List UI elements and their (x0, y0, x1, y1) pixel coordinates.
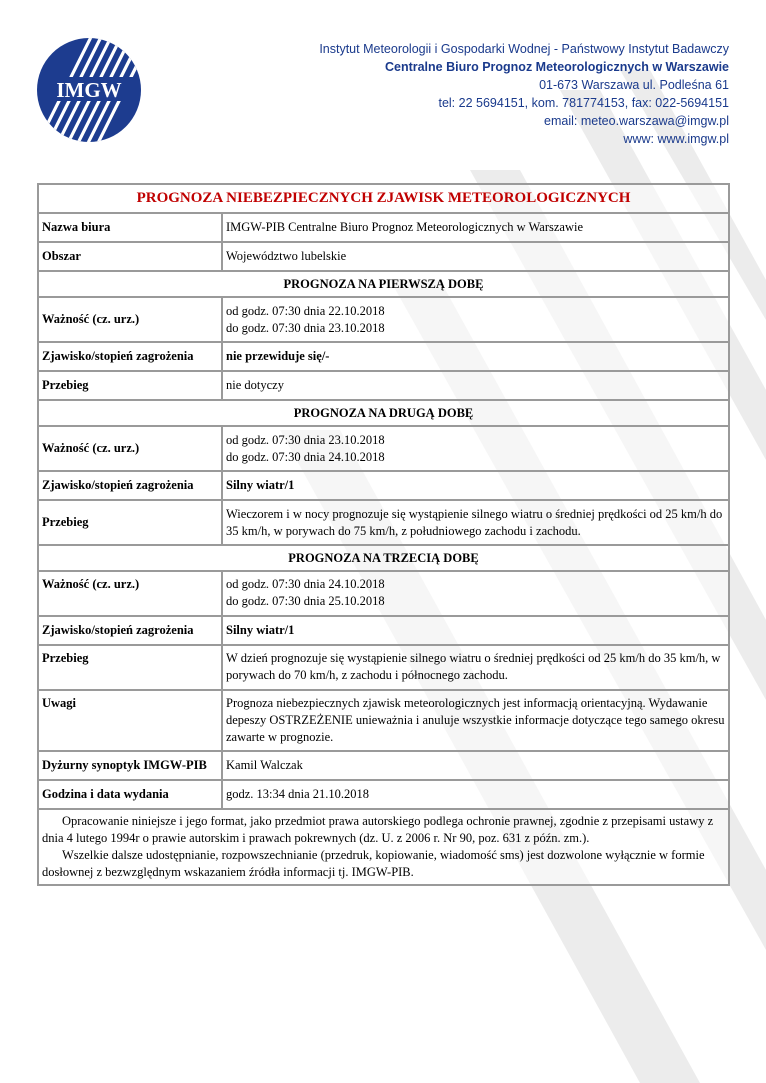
office-label: Nazwa biura (38, 213, 222, 242)
day3-phenomenon-value: Silny wiatr/1 (222, 616, 729, 645)
www-line: www: www.imgw.pl (623, 132, 729, 146)
notes-value: Prognoza niebezpiecznych zjawisk meteorologicznych jest informacją orientacyjną. Wydawanie depeszy OSTRZEŻENIE unieważnia i anuluje wszystkie informacje dotyczące tego samego okresu zawarte w prognozie. (222, 690, 729, 751)
day1-validity-from: od godz. 07:30 dnia 22.10.2018 (226, 303, 385, 318)
day3-validity-from: od godz. 07:30 dnia 24.10.2018 (226, 577, 385, 591)
address: 01-673 Warszawa ul. Podleśna 61 (539, 78, 729, 92)
forecaster-value: Kamil Walczak (222, 751, 729, 780)
day2-validity-label: Ważność (cz. urz.) (38, 426, 222, 471)
day1-course-value: nie dotyczy (222, 371, 729, 400)
redistribution-paragraph: Wszelkie dalsze udostępnianie, rozpowszechnianie (przedruk, kopiowanie, wiadomość sms) jest dozwolone wyłącznie w formie dosłownej z bezwzględnym wskazaniem źródła informacji tj. IMGW-PIB. (42, 848, 705, 879)
day2-validity-to: do godz. 07:30 dnia 24.10.2018 (226, 449, 385, 464)
document-title: PROGNOZA NIEBEZPIECZNYCH ZJAWISK METEOROLOGICZNYCH (38, 184, 729, 213)
day2-validity-value (222, 426, 729, 471)
day1-validity-label: Ważność (cz. urz.) (38, 297, 222, 342)
day2-course-value: Wieczorem i w nocy prognozuje się wystąpienie silnego wiatru o średniej prędkości od 25 km/h do 35 km/h, w porywach do 75 km/h, z południowego zachodu i zachodu. (222, 500, 729, 545)
day3-phenomenon-label: Zjawisko/stopień zagrożenia (38, 616, 222, 645)
letterhead (0, 0, 766, 170)
day2-heading: PROGNOZA NA DRUGĄ DOBĘ (38, 400, 729, 426)
day2-course-label: Przebieg (38, 500, 222, 545)
office-value: IMGW-PIB Centralne Biuro Prognoz Meteorologicznych w Warszawie (222, 213, 729, 242)
day2-validity-from: od godz. 07:30 dnia 23.10.2018 (226, 432, 385, 447)
day2-phenomenon-value: Silny wiatr/1 (222, 471, 729, 500)
copyright-paragraph: Opracowanie niniejsze i jego format, jako przedmiot prawa autorskiego podlega ochronie prawnej, zgodnie z przepisami ustawy z dnia 4 lutego 1994r o prawie autorskim i prawach pokrewnych (dz. U. z 2006 r. Nr 90, poz. 631 z późn. zm.). (42, 814, 714, 845)
day3-heading: PROGNOZA NA TRZECIĄ DOBĘ (38, 545, 729, 571)
phone-line: tel: 22 5694151, kom. 781774153, fax: 022-5694151 (438, 96, 729, 110)
day1-phenomenon-value: nie przewiduje się/- (222, 342, 729, 371)
issued-value: godz. 13:34 dnia 21.10.2018 (222, 780, 729, 809)
forecast-table (37, 183, 730, 886)
day1-course-label: Przebieg (38, 371, 222, 400)
day2-phenomenon-label: Zjawisko/stopień zagrożenia (38, 471, 222, 500)
notes-label: Uwagi (38, 690, 222, 751)
issued-label: Godzina i data wydania (38, 780, 222, 809)
day3-validity-value (222, 571, 729, 616)
day3-course-value: W dzień prognozuje się wystąpienie silnego wiatru o średniej prędkości od 25 km/h do 35 km/h, w porywach do 70 km/h, z zachodu i północnego zachodu. (222, 645, 729, 690)
institute-name: Instytut Meteorologii i Gospodarki Wodnej - Państwowy Instytut Badawczy (319, 42, 729, 56)
day1-validity-value (222, 297, 729, 342)
day1-heading: PROGNOZA NA PIERWSZĄ DOBĘ (38, 271, 729, 297)
day3-course-label: Przebieg (38, 645, 222, 690)
day3-validity-label: Ważność (cz. urz.) (38, 571, 222, 616)
area-label: Obszar (38, 242, 222, 271)
institute-contact (319, 40, 729, 148)
forecaster-label: Dyżurny synoptyk IMGW-PIB (38, 751, 222, 780)
day3-validity-to: do godz. 07:30 dnia 25.10.2018 (226, 594, 385, 608)
area-value: Województwo lubelskie (222, 242, 729, 271)
email-line: email: meteo.warszawa@imgw.pl (544, 114, 729, 128)
imgw-logo-icon (36, 37, 142, 143)
logo-text: IMGW (56, 78, 122, 102)
office-name: Centralne Biuro Prognoz Meteorologicznych w Warszawie (384, 60, 729, 74)
day1-phenomenon-label: Zjawisko/stopień zagrożenia (38, 342, 222, 371)
copyright-footer (38, 809, 729, 885)
day1-validity-to: do godz. 07:30 dnia 23.10.2018 (226, 320, 385, 335)
